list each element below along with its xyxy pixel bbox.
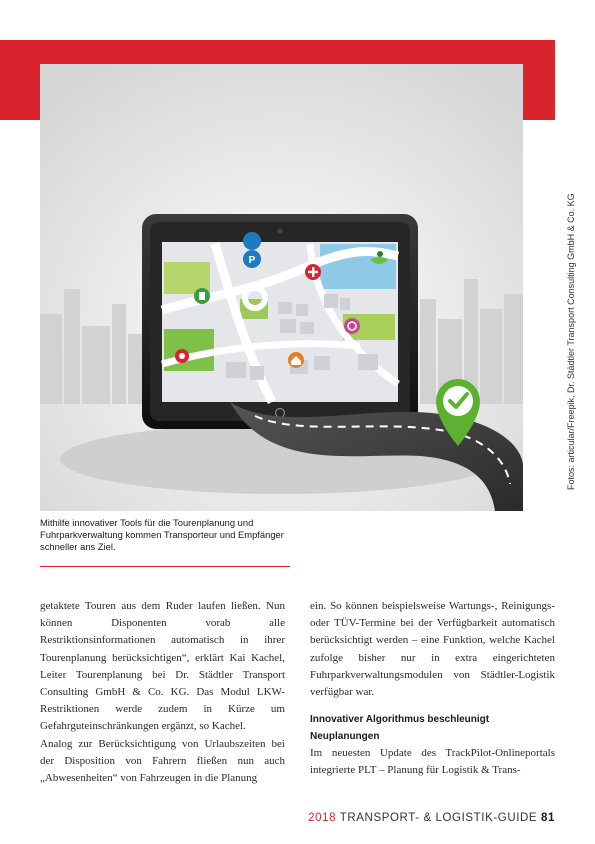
paragraph: Im neuesten Update des TrackPilot-Onlineportals integrierte PLT – Planung für Logistik & Trans- — [310, 747, 555, 777]
fuel-pin-icon — [194, 288, 210, 304]
paragraph: getaktete Touren aus dem Ruder laufen ließen. Nun können Disponenten vorab alle Restriktionsinformationen automatisch in ihrer Tourenplanung berücksichtigen“, erklärt Kai Kachel, Leiter Tourenplanung bei Dr. Städtler Transport Consulting GmbH & Co. KG. Das Modul LKW-Restriktionen werde zudem in Kürze um Gefahrguteinschränkungen ergänzt, so Kachel. — [40, 600, 285, 733]
hospital-pin-icon — [305, 264, 321, 280]
paragraph: ein. So können beispielsweise Wartungs-, Reinigungs- oder TÜV-Termine bei der Verfügbarkeit automatisch berücksichtigt werden – eine Funktion, welche Kachel zufolge bisher nur in extra eingerichteten Fuhrparkverwaltungsmodulen von Städtler-Logistik verfügbar war. — [310, 600, 555, 699]
footer-year: 2018 — [308, 812, 337, 824]
caption-divider — [40, 566, 290, 567]
photo-credit: Fotos: articular/Freepik, Dr. Städtler Transport Consulting GmbH & Co. KG — [566, 193, 576, 490]
page-footer — [308, 812, 555, 824]
page-number: 81 — [541, 812, 555, 824]
text-column-right — [310, 598, 555, 780]
home-pin-icon — [288, 352, 304, 368]
image-caption: Mithilfe innovativer Tools für die Tourenplanung und Fuhrparkverwaltung kommen Transporteur und Empfänger schneller ans Ziel. — [40, 517, 284, 552]
subheading-line: Innovativer Algorithmus beschleunigt — [310, 714, 490, 726]
tablet — [142, 214, 418, 429]
subheading — [310, 711, 555, 745]
restaurant-pin-icon — [344, 318, 360, 334]
hero-illustration — [40, 64, 523, 511]
paragraph: Analog zur Berücksichtigung von Urlaubszeiten bei der Disposition von Fahrern fließen nun auch „Abwesenheiten“ von Fahrzeugen in die Planung — [40, 737, 285, 785]
subheading-line: Neuplanungen — [310, 731, 380, 743]
soccer-pin-icon — [175, 349, 189, 363]
svg-text:P: P — [248, 255, 256, 266]
text-column-left — [40, 598, 285, 787]
footer-title: TRANSPORT- & LOGISTIK-GUIDE — [336, 812, 541, 824]
